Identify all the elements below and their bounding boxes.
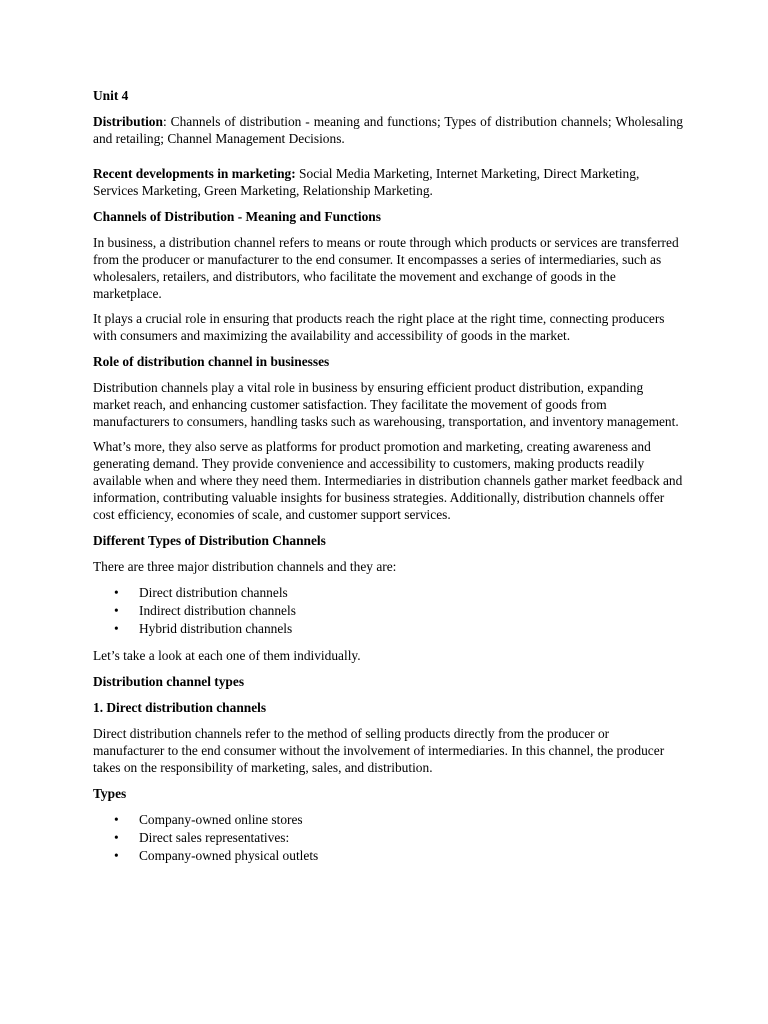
unit-title: Unit 4 xyxy=(93,88,129,103)
list-item xyxy=(93,829,683,847)
channels-paragraph-2: It plays a crucial role in ensuring that products reach the right place at the right time, connecting producers with consumers and maximizing the availability and accessibility of goods in the market. xyxy=(93,311,665,343)
direct-heading: 1. Direct distribution channels xyxy=(93,700,267,715)
list-item xyxy=(93,847,683,865)
distribution-label: Distribution xyxy=(93,114,163,129)
list-item-label: Indirect distribution channels xyxy=(139,603,296,618)
document-page xyxy=(93,87,683,865)
recent-developments-label: Recent developments in marketing: xyxy=(93,166,296,181)
bullet-icon: • xyxy=(114,830,119,845)
list-item xyxy=(93,584,683,602)
recent-developments-paragraph xyxy=(93,165,683,199)
role-paragraph-1: Distribution channels play a vital role in business by ensuring efficient product distribution, expanding market reach, and enhancing customer satisfaction. They facilitate the movement of goods from manufacturers to consumers, handling tasks such as warehousing, transportation, and inventory management. xyxy=(93,380,679,429)
bullet-icon: • xyxy=(114,812,119,827)
channel-types-heading: Distribution channel types xyxy=(93,674,245,689)
channels-paragraph-1: In business, a distribution channel refers to means or route through which products or services are transferred from the producer or manufacturer to the end consumer. It encompasses a series of intermediaries, such as wholesalers, retailers, and distributors, who facilitate the movement and exchange of goods in the marketplace. xyxy=(93,235,679,301)
list-item xyxy=(93,811,683,829)
types-heading: Different Types of Distribution Channels xyxy=(93,533,326,548)
role-heading: Role of distribution channel in businesses xyxy=(93,354,330,369)
types-list xyxy=(93,584,683,638)
recent-developments-text: Social Media Marketing, Internet Marketing, Direct Marketing, Services Marketing, Green Marketing, Relationship Marketing. xyxy=(93,166,640,198)
list-item-label: Hybrid distribution channels xyxy=(139,621,293,636)
bullet-icon: • xyxy=(114,585,119,600)
list-item xyxy=(93,620,683,638)
list-item xyxy=(93,602,683,620)
list-item-label: Company-owned physical outlets xyxy=(139,848,319,863)
list-item-label: Direct distribution channels xyxy=(139,585,288,600)
list-item-label: Direct sales representatives: xyxy=(139,830,290,845)
channels-heading: Channels of Distribution - Meaning and Functions xyxy=(93,209,381,224)
types-intro: There are three major distribution channels and they are: xyxy=(93,559,397,574)
direct-paragraph-1: Direct distribution channels refer to the method of selling products directly from the producer or manufacturer to the end consumer without the involvement of intermediaries. In this channel, the producer takes on the responsibility of marketing, sales, and distribution. xyxy=(93,726,665,775)
distribution-text: : Channels of distribution - meaning and functions; Types of distribution channels; Wholesaling and retailing; Channel Management Decisions. xyxy=(93,114,683,146)
distribution-paragraph xyxy=(93,113,683,147)
bullet-icon: • xyxy=(114,603,119,618)
bullet-icon: • xyxy=(114,621,119,636)
direct-types-list xyxy=(93,811,683,865)
bullet-icon: • xyxy=(114,848,119,863)
role-paragraph-2: What’s more, they also serve as platforms for product promotion and marketing, creating awareness and generating demand. They provide convenience and accessibility to customers, making products readily available when and where they need them. Intermediaries in distribution channels gather market feedback and information, contributing valuable insights for business strategies. Additionally, distribution channels offer cost efficiency, economies of scale, and customer support services. xyxy=(93,439,683,522)
direct-types-heading: Types xyxy=(93,786,127,801)
list-item-label: Company-owned online stores xyxy=(139,812,303,827)
types-outro: Let’s take a look at each one of them individually. xyxy=(93,648,361,663)
